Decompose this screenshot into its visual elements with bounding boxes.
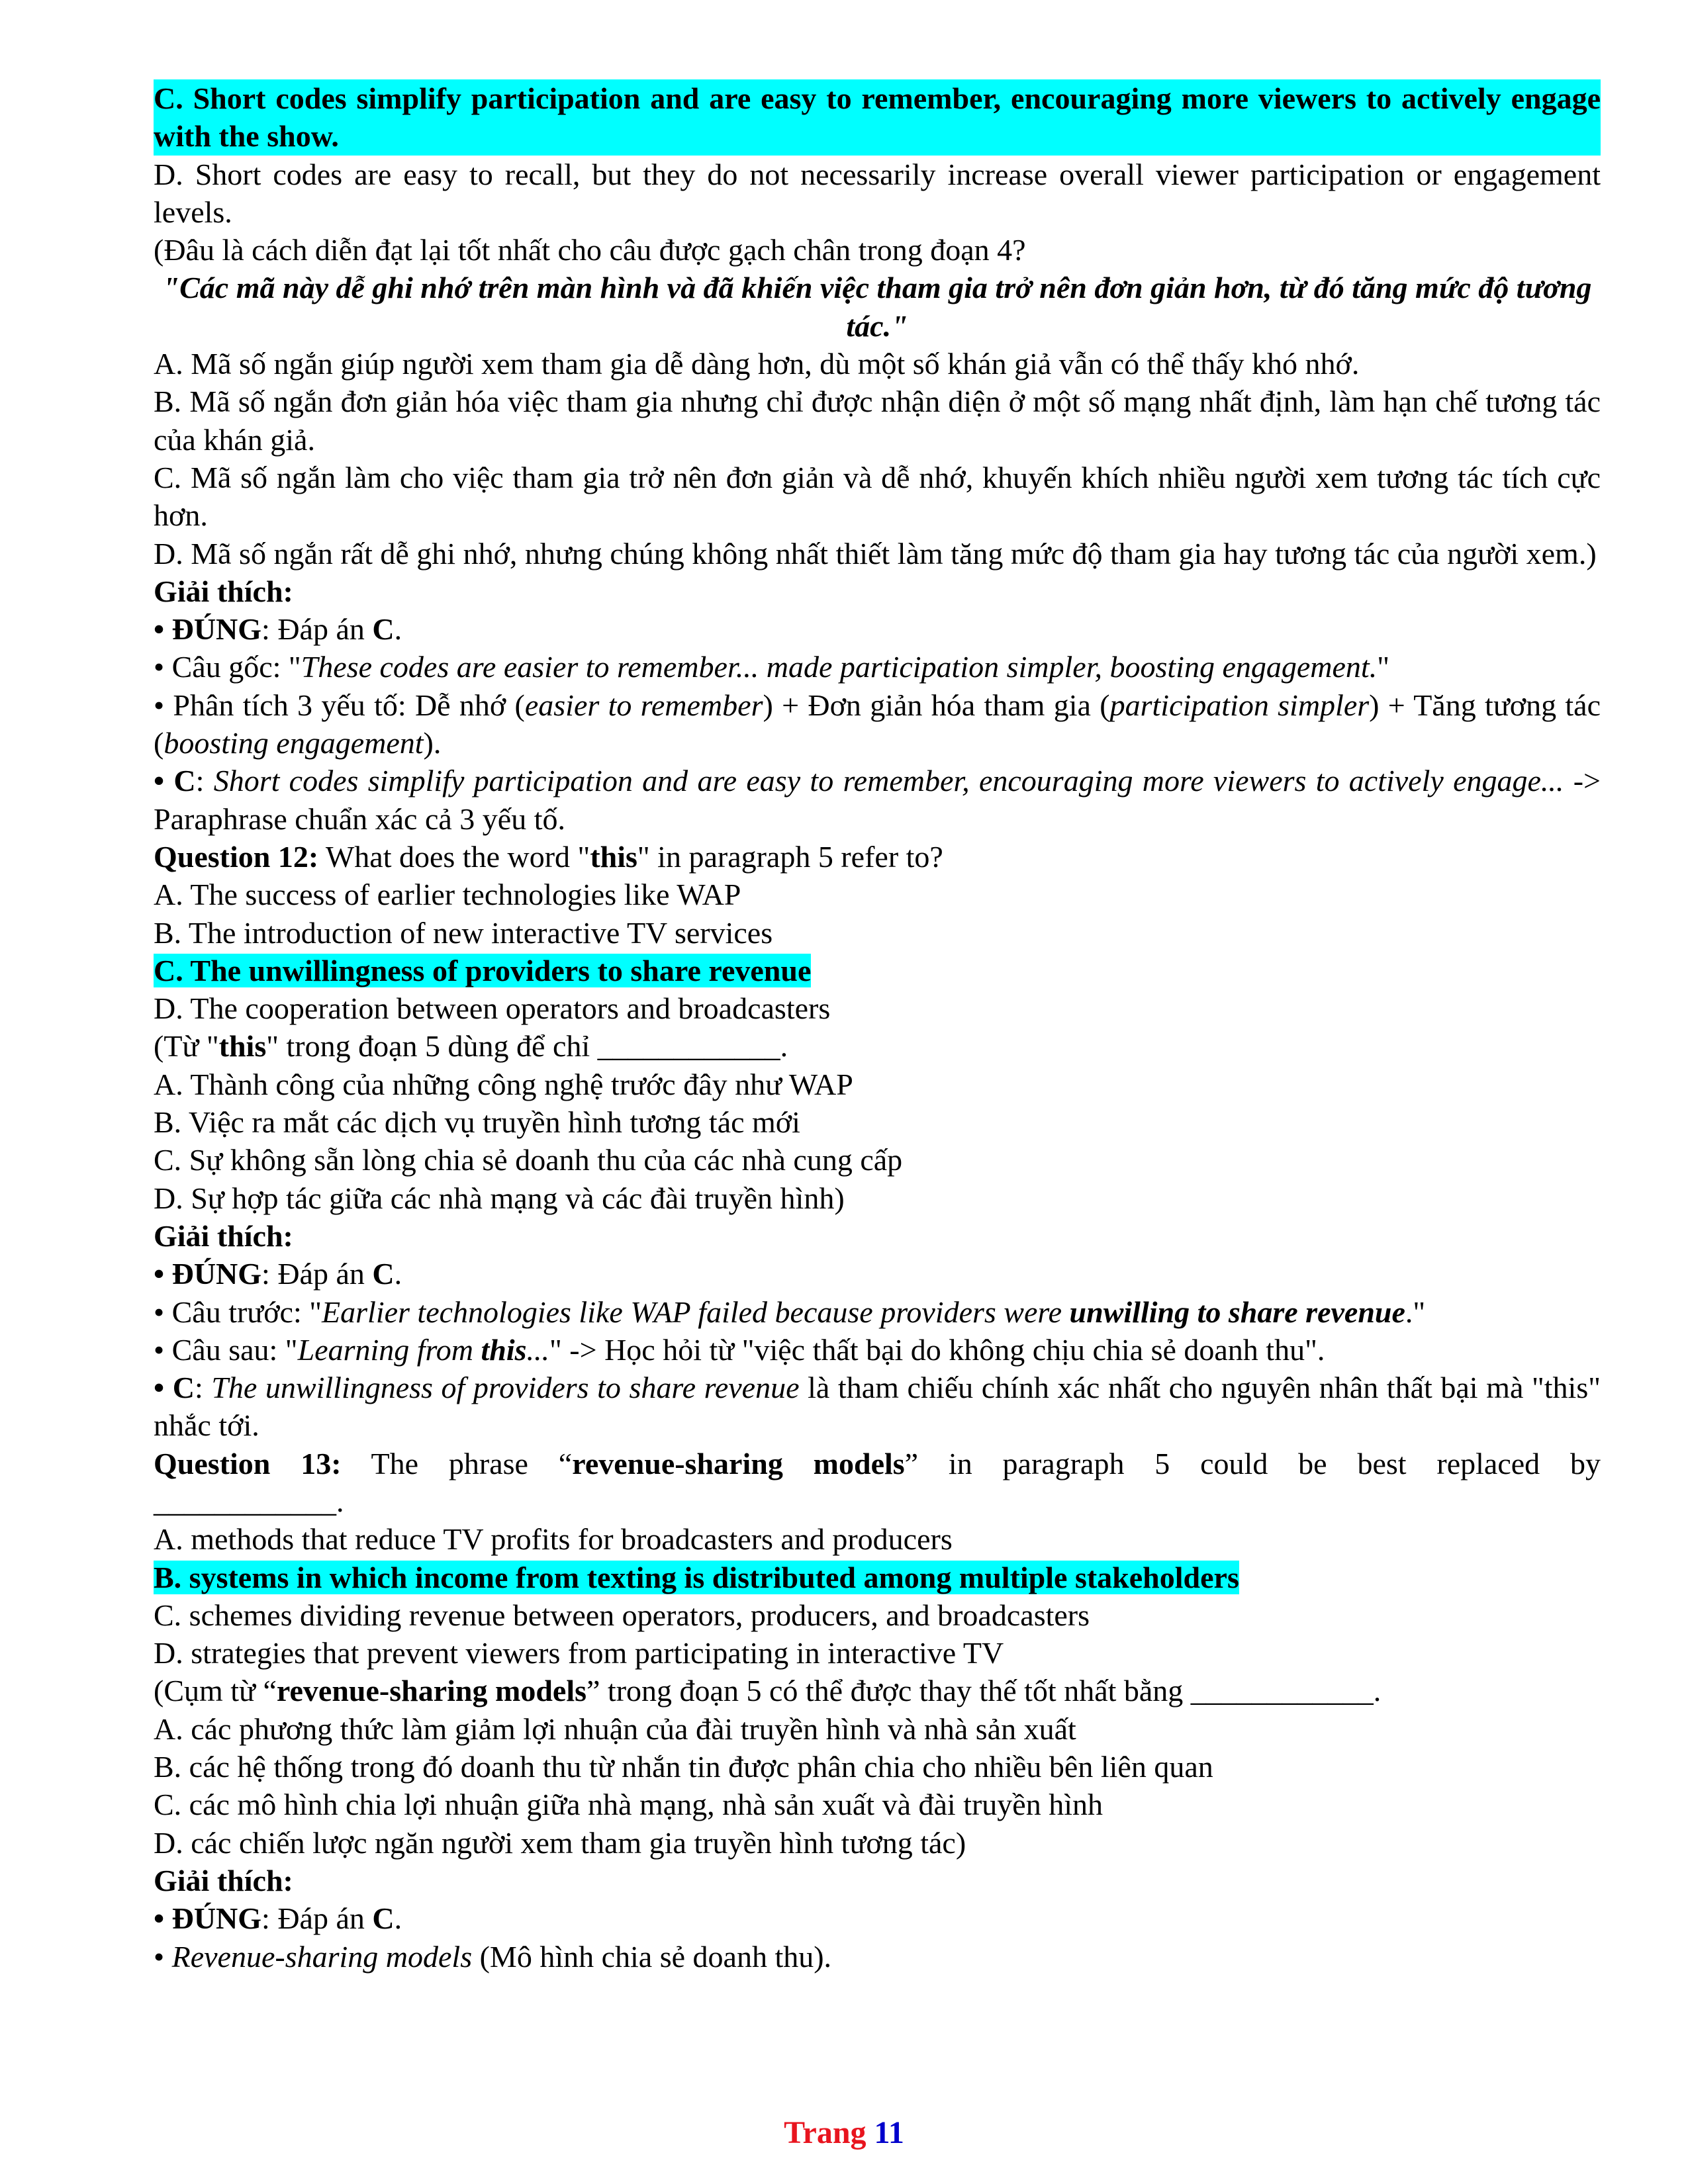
q11-vi-option-d: D. Mã số ngắn rất dễ ghi nhớ, nhưng chúng không nhất thiết làm tăng mức độ tham gia hay tương tác của người xem.) bbox=[154, 536, 1597, 570]
document-page bbox=[154, 79, 1601, 1976]
q12-c-explanation: • C: The unwillingness of providers to share revenue là tham chiếu chính xác nhất cho nguyên nhân thất bại mà "this" nhắc tới. bbox=[154, 1371, 1601, 1443]
q13-option-b: B. systems in which income from texting is distributed among multiple stakeholders bbox=[154, 1560, 1239, 1594]
q12-vi-option-b: B. Việc ra mắt các dịch vụ truyền hình tương tác mới bbox=[154, 1105, 800, 1140]
q13-vi-option-d: D. các chiến lược ngăn người xem tham gia truyền hình tương tác) bbox=[154, 1825, 966, 1860]
q12-option-c: C. The unwillingness of providers to share revenue bbox=[154, 953, 812, 987]
q11-explain-heading: Giải thích: bbox=[154, 574, 293, 608]
q11-correct-answer: • ĐÚNG: Đáp án C. bbox=[154, 612, 402, 647]
q11-analysis: • Phân tích 3 yếu tố: Dễ nhớ (easier to remember) + Đơn giản hóa tham gia (participation simpler) + Tăng tương tác (boosting engagement). bbox=[154, 688, 1601, 760]
q12-before-sentence: • Câu trước: "Earlier technologies like WAP failed because providers were unwilling to share revenue." bbox=[154, 1295, 1426, 1329]
page-number: 11 bbox=[874, 2115, 904, 2150]
q11-vi-question: (Đâu là cách diễn đạt lại tốt nhất cho câu được gạch chân trong đoạn 4? bbox=[154, 233, 1026, 267]
q12-vi-option-c: C. Sự không sẵn lòng chia sẻ doanh thu của các nhà cung cấp bbox=[154, 1143, 903, 1177]
page-footer bbox=[0, 2115, 1688, 2151]
page-label: Trang bbox=[784, 2115, 867, 2150]
q13-vi-option-c: C. các mô hình chia lợi nhuận giữa nhà mạng, nhà sản xuất và đài truyền hình bbox=[154, 1788, 1103, 1822]
q12-after-sentence: • Câu sau: "Learning from this..." -> Học hỏi từ "việc thất bại do không chịu chia sẻ doanh thu". bbox=[154, 1332, 1325, 1367]
q13-option-c: C. schemes dividing revenue between operators, producers, and broadcasters bbox=[154, 1598, 1090, 1632]
q13-option-a: A. methods that reduce TV profits for broadcasters and producers bbox=[154, 1522, 953, 1557]
q11-option-d-en: D. Short codes are easy to recall, but they do not necessarily increase overall viewer participation or engagement levels. bbox=[154, 157, 1601, 229]
q12-explain-heading: Giải thích: bbox=[154, 1218, 293, 1253]
q13-last-note: • Revenue-sharing models (Mô hình chia sẻ doanh thu). bbox=[154, 1939, 832, 1974]
q13-correct-answer: • ĐÚNG: Đáp án C. bbox=[154, 1901, 402, 1936]
q13-stem-blank: ____________. bbox=[154, 1484, 344, 1518]
q11-c-explanation: • C: Short codes simplify participation and are easy to remember, encouraging more viewers to actively engage... -> Paraphrase chuẩn xác cả 3 yếu tố. bbox=[154, 764, 1601, 836]
q13-vi-option-b: B. các hệ thống trong đó doanh thu từ nhắn tin được phân chia cho nhiều bên liên quan bbox=[154, 1750, 1213, 1784]
q11-vi-quote: "Các mã này dễ ghi nhớ trên màn hình và đã khiến việc tham gia trở nên đơn giản hơn, từ đó tăng mức độ tương tác." bbox=[162, 271, 1592, 343]
q11-vi-option-b: B. Mã số ngắn đơn giản hóa việc tham gia nhưng chỉ được nhận diện ở một số mạng nhất định, làm hạn chế tương tác của khán giả. bbox=[154, 385, 1601, 457]
q13-vi-stem: (Cụm từ “revenue-sharing models” trong đoạn 5 có thể được thay thế tốt nhất bằng ____________. bbox=[154, 1674, 1382, 1708]
q13-vi-option-a: A. các phương thức làm giảm lợi nhuận của đài truyền hình và nhà sản xuất bbox=[154, 1711, 1076, 1746]
q13-explain-heading: Giải thích: bbox=[154, 1863, 293, 1897]
q13-stem: Question 13: The phrase “revenue-sharing models” in paragraph 5 could be best replaced by bbox=[154, 1446, 1601, 1480]
q12-stem: Question 12: What does the word "this" in paragraph 5 refer to? bbox=[154, 839, 943, 874]
q12-correct-answer: • ĐÚNG: Đáp án C. bbox=[154, 1257, 402, 1291]
q12-vi-stem: (Từ "this" trong đoạn 5 dùng để chỉ ____________. bbox=[154, 1029, 788, 1064]
q12-option-d: D. The cooperation between operators and broadcasters bbox=[154, 991, 831, 1026]
q12-vi-option-d: D. Sự hợp tác giữa các nhà mạng và các đài truyền hình) bbox=[154, 1181, 845, 1215]
q11-origin-sentence: • Câu gốc: "These codes are easier to remember... made participation simpler, boosting engagement." bbox=[154, 650, 1389, 684]
q13-option-d: D. strategies that prevent viewers from participating in interactive TV bbox=[154, 1636, 1004, 1670]
q11-option-c-en: C. Short codes simplify participation and are easy to remember, encouraging more viewers to actively engage with the show. bbox=[154, 79, 1601, 156]
q12-option-b: B. The introduction of new interactive TV services bbox=[154, 915, 773, 950]
q12-option-a: A. The success of earlier technologies like WAP bbox=[154, 878, 741, 912]
q12-vi-option-a: A. Thành công của những công nghệ trước đây như WAP bbox=[154, 1067, 853, 1101]
q11-vi-option-c: C. Mã số ngắn làm cho việc tham gia trở nên đơn giản và dễ nhớ, khuyến khích nhiều người xem tương tác tích cực hơn. bbox=[154, 460, 1601, 533]
q11-vi-option-a: A. Mã số ngắn giúp người xem tham gia dễ dàng hơn, dù một số khán giả vẫn có thể thấy khó nhớ. bbox=[154, 347, 1360, 381]
